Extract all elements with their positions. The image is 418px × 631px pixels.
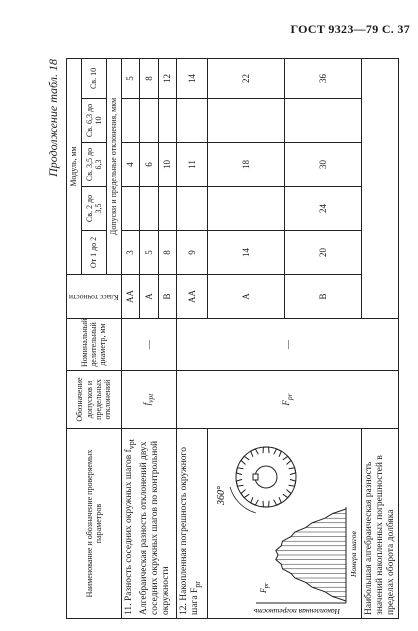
value-cell: 24 — [285, 187, 362, 231]
value-cell — [121, 187, 140, 231]
class-cell: АА — [177, 275, 208, 319]
class-cell: АА — [121, 275, 140, 319]
x-axis-label: Номера шагов — [349, 531, 359, 578]
class-cell: А — [208, 275, 285, 319]
range-4: Св. 6,3 до 10 — [81, 99, 106, 143]
row12-nominal: — — [177, 319, 399, 371]
fr-label: $F_{pr}$ — [259, 583, 271, 594]
value-cell: 30 — [285, 143, 362, 187]
gear-tooth — [289, 468, 296, 475]
gear-tooth — [241, 490, 249, 498]
value-cell: 8 — [158, 231, 177, 275]
value-cell — [140, 187, 159, 231]
row12-symbol: $F_{pr}$ — [177, 371, 399, 429]
row12-param: 12. Накопленная погрешность окружного шага $F_{pr}$ — [177, 429, 208, 619]
value-cell: 3 — [121, 231, 140, 275]
value-cell: 22 — [208, 58, 285, 98]
value-cell: 5 — [140, 231, 159, 275]
gear-tooth — [237, 468, 244, 475]
range-5: Св. 10 — [81, 58, 106, 98]
angle-label: 360° — [216, 486, 228, 506]
value-cell — [121, 99, 140, 143]
gear-tooth — [237, 480, 244, 487]
row11-symbol: $f_{vpt}$ — [121, 371, 177, 429]
class-cell: А — [140, 275, 159, 319]
col-class-header: Класс точности — [67, 275, 122, 319]
class-cell: В — [158, 275, 177, 319]
gear-tooth — [263, 501, 269, 507]
gear-tooth — [241, 457, 249, 465]
spacer-cell — [361, 58, 399, 318]
pitch-error-svg — [208, 430, 358, 618]
value-cell — [158, 99, 177, 143]
value-cell: 36 — [285, 58, 362, 98]
value-cell: 14 — [208, 231, 285, 275]
error-graph — [256, 508, 346, 604]
row12-desc: Наибольшая алгебраическая разность значений накопленных погрешностей в пределах оборота долбяка — [361, 429, 399, 619]
col-module-header: Модуль, мм — [67, 58, 82, 274]
y-axis-label: Накопленная погрешность — [254, 607, 341, 617]
value-cell — [285, 99, 362, 143]
col-param-header: Наименование и обозначение проверяемых параметров — [67, 429, 122, 619]
page-header: ГОСТ 9323—79 С. 37 — [290, 22, 410, 36]
value-cell: 5 — [121, 58, 140, 98]
value-cell — [208, 187, 285, 231]
gear-tooth — [263, 448, 269, 454]
row11-param: 11. Разность соседних окружных шагов $f_{vpt}$ Алгебраическая разность отклонений двух соседних окружных шагов по контрольной окружности — [121, 429, 177, 619]
rotated-table-area — [46, 54, 396, 619]
value-cell: 6 — [140, 143, 159, 187]
value-cell — [208, 99, 285, 143]
gear-tooth — [289, 480, 296, 487]
range-1: От 1 до 2 — [81, 231, 106, 275]
tolerance-table — [66, 58, 399, 619]
col-nominal-header: Номинальный делительный диаметр, мм — [67, 319, 122, 371]
value-cell: 12 — [158, 58, 177, 98]
value-cell: 14 — [177, 58, 208, 98]
range-3: Св. 3,5 до 6,3 — [81, 143, 106, 187]
range-2: Св. 2 до 3,5 — [81, 187, 106, 231]
value-cell: 9 — [177, 231, 208, 275]
table-row — [121, 58, 140, 618]
gear-icon — [230, 448, 296, 514]
continuation-title: Продолжение табл. 18 — [46, 59, 60, 177]
value-cell: 20 — [285, 231, 362, 275]
value-cell: 8 — [140, 58, 159, 98]
value-cell: 18 — [208, 143, 285, 187]
value-cell — [140, 99, 159, 143]
value-cell — [177, 99, 208, 143]
value-cell: 11 — [177, 143, 208, 187]
pitch-error-diagram — [208, 429, 361, 619]
col-symbol-header: Обозначение допусков и предельных отклонений — [67, 371, 122, 429]
table-row — [177, 58, 208, 618]
class-cell: В — [285, 275, 362, 319]
value-cell: 10 — [158, 143, 177, 187]
gear-tooth — [283, 457, 291, 465]
row11-nominal: — — [121, 319, 177, 371]
col-tolerance-header: Допуски и предельные отклонения, мкм — [106, 58, 121, 274]
value-cell: 4 — [121, 143, 140, 187]
value-cell — [177, 187, 208, 231]
value-cell — [158, 187, 177, 231]
gear-tooth — [283, 490, 291, 498]
